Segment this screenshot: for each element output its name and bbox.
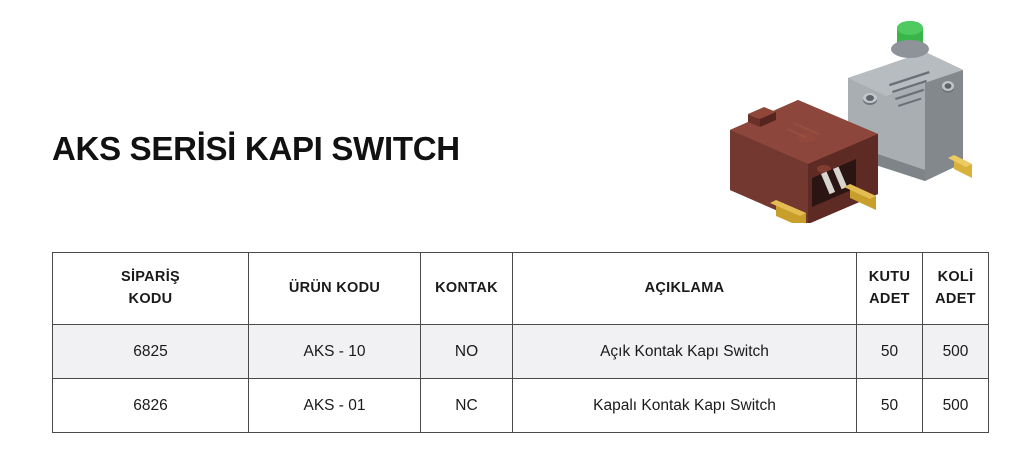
- header-line-1: KONTAK: [435, 279, 498, 296]
- table-header-row: [53, 253, 989, 325]
- cell-case-qty: 500: [923, 325, 989, 379]
- cell-order-code: 6826: [53, 379, 249, 433]
- cell-box-qty: 50: [857, 325, 923, 379]
- cell-product-code: AKS - 01: [249, 379, 421, 433]
- table-row: [53, 379, 989, 433]
- header-line-1: ÜRÜN KODU: [288, 279, 381, 296]
- column-header-case-qty: [923, 253, 989, 325]
- cell-order-code: 6825: [53, 325, 249, 379]
- table-header: [53, 253, 989, 325]
- header-line-1: KOLİ: [937, 269, 974, 286]
- cell-description: Açık Kontak Kapı Switch: [513, 325, 857, 379]
- product-photo: [720, 18, 980, 223]
- header-line-2: KODU: [128, 290, 173, 307]
- cell-contact: NC: [421, 379, 513, 433]
- header-line-1: AÇIKLAMA: [644, 279, 725, 296]
- table-body: [53, 325, 989, 433]
- column-header-contact: [421, 253, 513, 325]
- column-header-product-code: [249, 253, 421, 325]
- header-line-1: SİPARİŞ: [120, 269, 181, 286]
- cell-contact: NO: [421, 325, 513, 379]
- column-header-order-code: [53, 253, 249, 325]
- spec-table: [52, 252, 989, 433]
- column-header-box-qty: [857, 253, 923, 325]
- cell-description: Kapalı Kontak Kapı Switch: [513, 379, 857, 433]
- page-title: AKS SERİSİ KAPI SWITCH: [52, 130, 460, 168]
- cell-case-qty: 500: [923, 379, 989, 433]
- header-line-1: KUTU: [868, 269, 911, 286]
- table-row: [53, 325, 989, 379]
- header-line-2: ADET: [869, 290, 910, 307]
- column-header-description: [513, 253, 857, 325]
- spec-table-container: [52, 252, 988, 433]
- header-line-2: ADET: [935, 290, 976, 307]
- cell-box-qty: 50: [857, 379, 923, 433]
- cell-product-code: AKS - 10: [249, 325, 421, 379]
